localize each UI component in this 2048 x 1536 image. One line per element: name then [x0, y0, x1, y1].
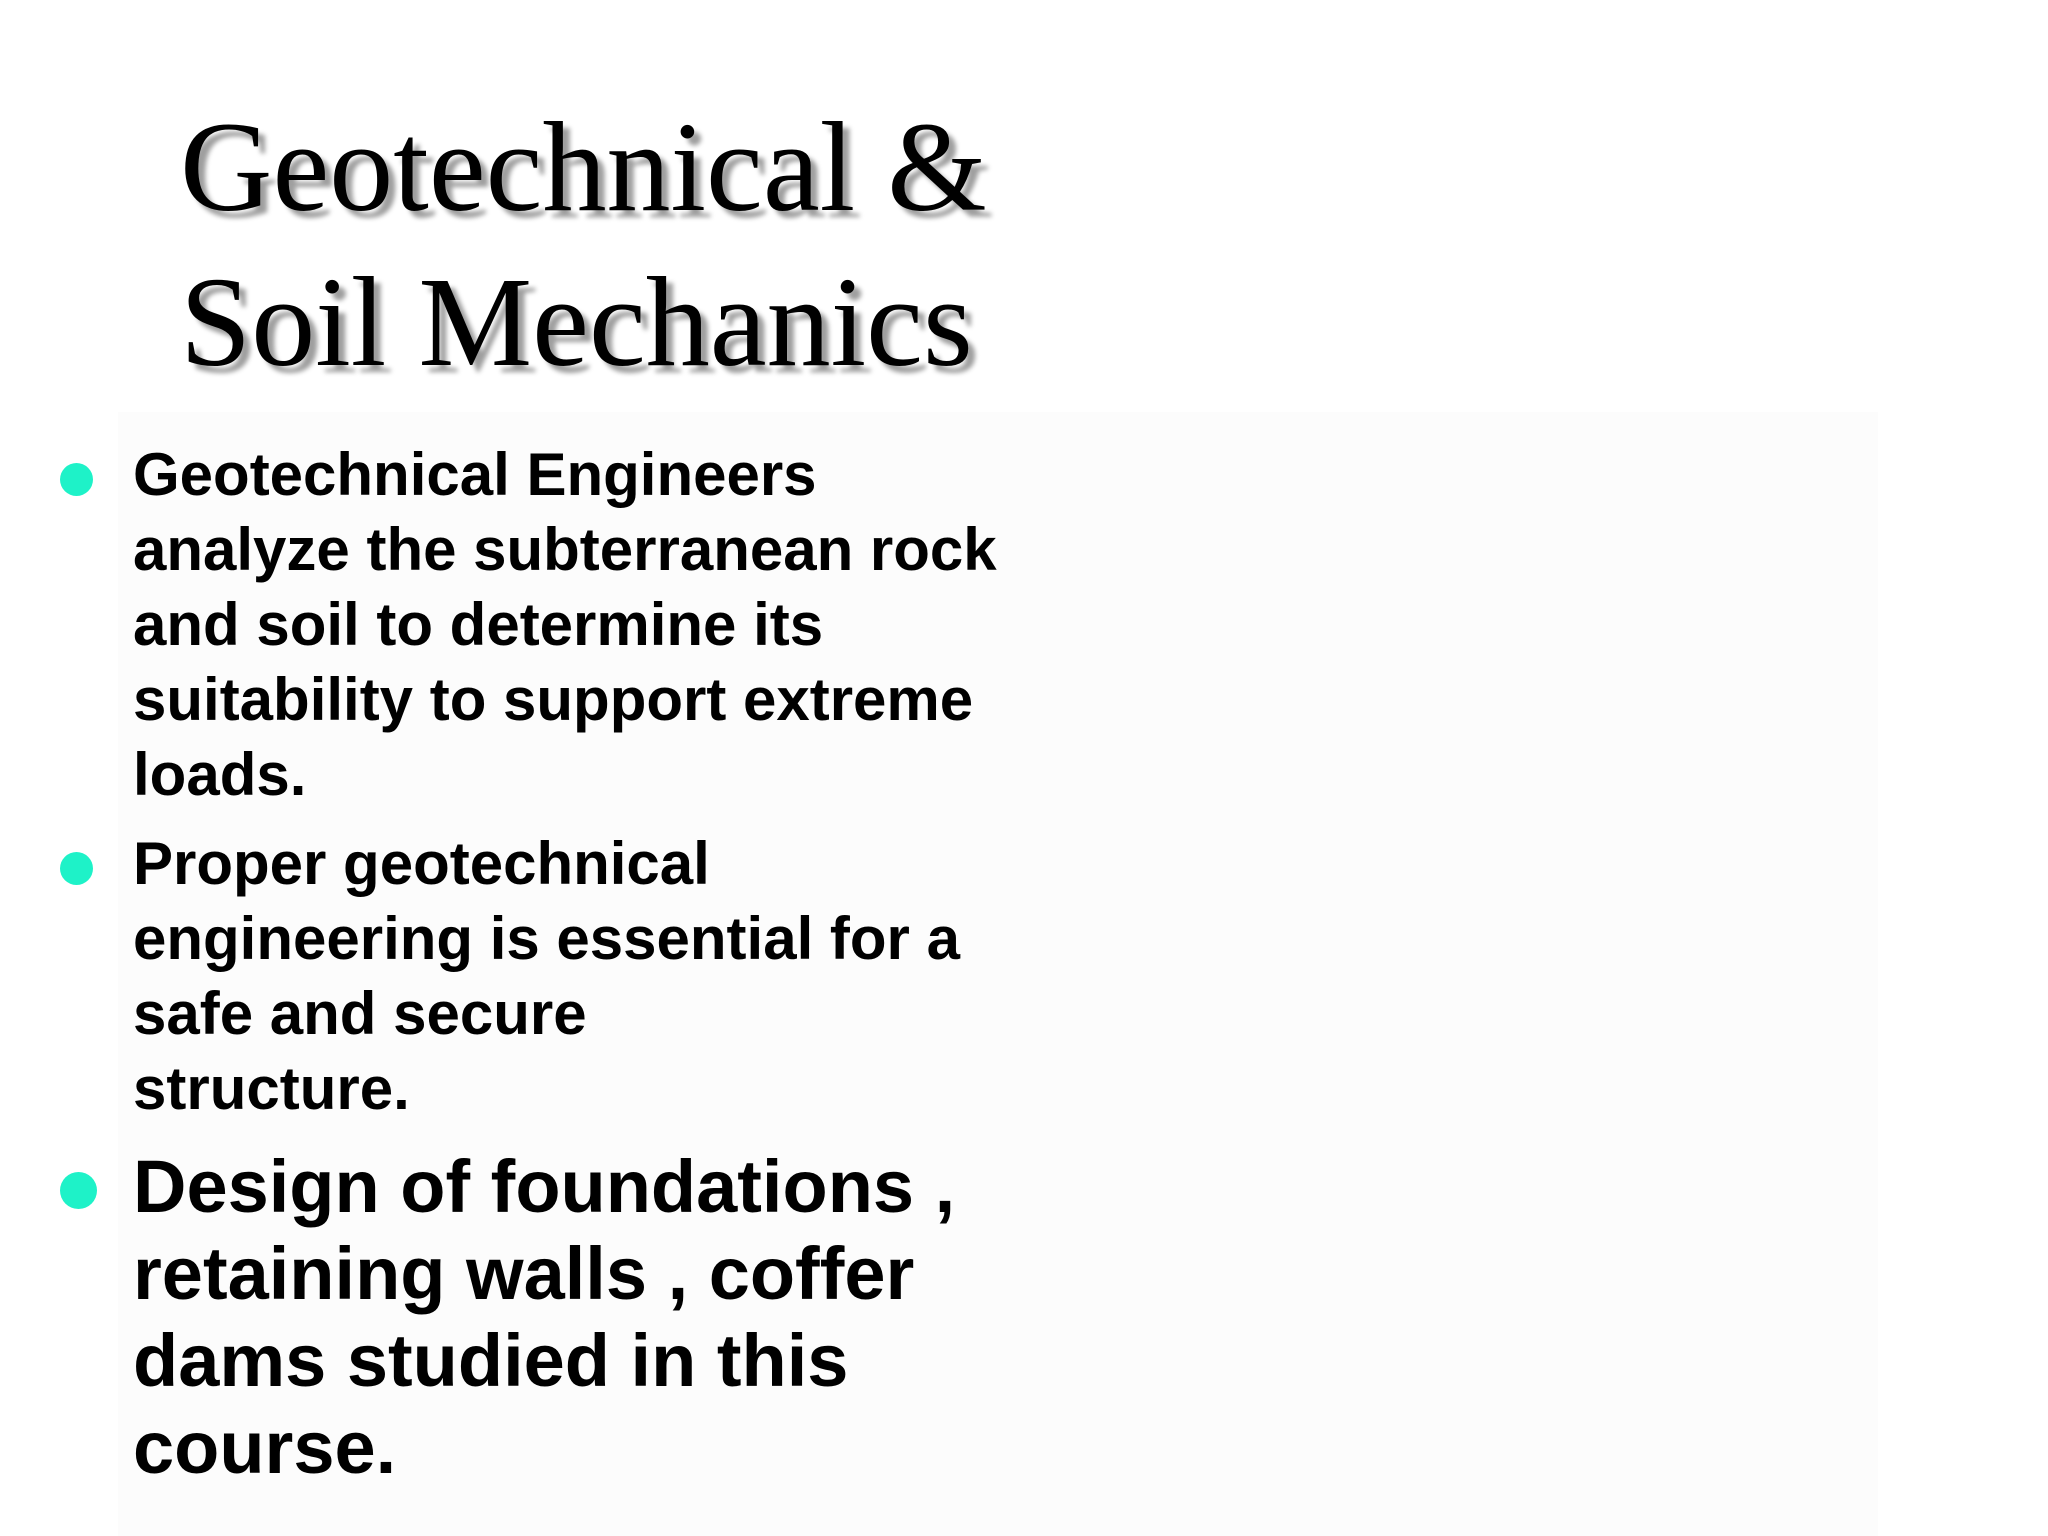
bullet-text: Geotechnical Engineers analyze the subterranean rock and soil to determine its suitability to support extreme loads. — [133, 441, 997, 808]
slide-title-line-1: Geotechnical & — [180, 96, 987, 238]
bullet-dot-icon — [60, 852, 93, 885]
bullet-dot-icon — [60, 1172, 97, 1209]
slide-title — [180, 90, 987, 400]
slide-title-line-2: Soil Mechanics — [180, 251, 973, 393]
bullet-dot-icon — [60, 463, 93, 496]
bullet-text: Design of foundations , retaining walls , coffer dams studied in this course. — [133, 1145, 956, 1489]
bullet-text: Proper geotechnical engineering is essential for a safe and secure structure. — [133, 830, 960, 1122]
